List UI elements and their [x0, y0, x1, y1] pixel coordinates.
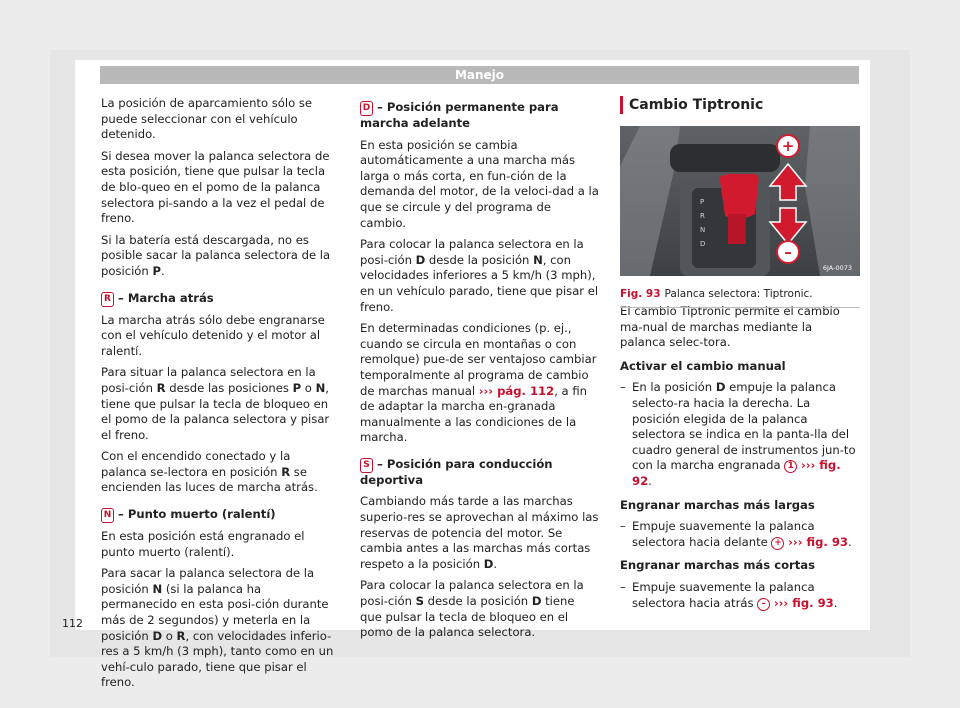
minus-icon: –: [757, 598, 770, 611]
callout-number: 1: [784, 460, 797, 473]
chapter-header: Manejo: [100, 66, 859, 84]
list-item: – En la posición D empuje la palanca selecto-ra hacia la derecha. La posición elegida de la palanca selectora se indica en la panta-lla del cuadro general de instrumentos jun-to con la marcha engranada 1 ››› fig. 92.: [620, 380, 856, 488]
paragraph: Para colocar la palanca selectora en la posi-ción D desde la posición N, con velocidades inferiores a 5 km/h (3 mph), en un vehículo parado, tiene que pisar el freno.: [360, 237, 599, 314]
gear-key-r: R: [101, 292, 114, 307]
svg-text:N: N: [700, 226, 706, 234]
minus-symbol: –: [784, 243, 792, 261]
list-item: – Empuje suavemente la palanca selectora hacia atrás – ››› fig. 93.: [620, 579, 838, 610]
paragraph: La marcha atrás sólo debe engranarse con el vehículo detenido y el motor al ralentí.: [101, 312, 325, 358]
gear-key-d: D: [360, 101, 373, 116]
paragraph: Cambiando más tarde a las marchas superio-res se aprovechan al máximo las reservas de potencia del motor. Se cambia antes a las marchas más cortas respeto a la posición D.: [360, 494, 599, 571]
paragraph: Para sacar la palanca selectora de la posición N (si la palanca ha permanecido en esta posi-ción durante más de 2 segundos) y meterla en la posición D o R, con velocidades inferio-res a 5 km/h (3 mph), tanto como en un vehí-culo parado, tiene que pisar el freno.: [101, 566, 334, 690]
subheading-activate: Activar el cambio manual: [620, 358, 786, 373]
paragraph: En esta posición está engranado el punto muerto (ralentí).: [101, 529, 305, 559]
paragraph: La posición de aparcamiento sólo se puede seleccionar con el vehículo detenido.: [101, 96, 313, 142]
figure-code: 6JA-0073: [822, 264, 852, 272]
svg-text:P: P: [700, 198, 705, 206]
plus-symbol: +: [781, 137, 795, 155]
paragraph: Si desea mover la palanca selectora de esta posición, tiene que pulsar la tecla de blo-queo en el pomo de la palanca selectora pi-sando a la vez el pedal de freno.: [101, 148, 330, 226]
tiptronic-figure: [620, 126, 860, 300]
paragraph: Con el encendido conectado y la palanca se-lectora en posición R se encienden las luces de marcha atrás.: [101, 449, 318, 495]
heading-drive: D – Posición permanente para marcha adelante: [360, 100, 559, 130]
gear-lever-illustration: [620, 126, 860, 276]
heading-neutral: N – Punto muerto (ralentí): [101, 507, 339, 523]
figure-link[interactable]: ››› fig. 93: [773, 595, 834, 610]
column-middle: [360, 96, 600, 647]
paragraph: En determinadas condiciones (p. ej., cuando se circula en montañas o con remolque) pue-de ser ventajoso cambiar temporalmente al programa de cambio de marchas manual ››› pág. 112, a fin de adaptar la marcha en-granada manualmente a las condiciones de la marcha.: [360, 321, 597, 445]
paragraph: Para colocar la palanca selectora en la posi-ción S desde la posición D tiene que pulsar la tecla de bloqueo en el pomo de la palanca selectora.: [360, 578, 584, 640]
svg-text:D: D: [700, 240, 706, 248]
figure-link[interactable]: ››› fig. 92: [632, 458, 841, 488]
plus-icon: +: [771, 537, 784, 550]
svg-text:R: R: [700, 212, 705, 220]
paragraph: El cambio Tiptronic permite el cambio ma-nual de marchas mediante la palanca selec-tora.: [620, 304, 840, 350]
page-link[interactable]: ››› pág. 112: [478, 383, 555, 398]
heading-sport: S – Posición para conducción deportiva: [360, 456, 553, 487]
paragraph: En esta posición se cambia automáticamente a una marcha más larga o más corta, en fun-ción de la demanda del motor, de la veloci-dad a la que se circule y del programa de cambio.: [360, 137, 599, 230]
column-left: [101, 96, 339, 697]
column-right: [620, 96, 860, 617]
figure-link[interactable]: ››› fig. 93: [788, 534, 848, 549]
section-title: Cambio Tiptronic: [620, 96, 860, 114]
gear-key-n: N: [101, 508, 114, 523]
subheading-downshift: Engranar marchas más cortas: [620, 558, 816, 573]
subheading-upshift: Engranar marchas más largas: [620, 497, 815, 512]
paragraph: Para situar la palanca selectora en la posi-ción R desde las posiciones P o N, tiene que pulsar la tecla de bloqueo en el pomo de la palanca selectora y pisar el freno.: [101, 365, 330, 442]
heading-reverse: R – Marcha atrás: [101, 291, 339, 307]
figure-caption: Fig. 93 Palanca selectora: Tiptronic.: [620, 287, 860, 309]
paragraph: Si la batería está descargada, no es posible sacar la palanca selectora de la posición P.: [101, 232, 331, 278]
gear-key-s: S: [360, 458, 373, 473]
page-number: 112: [62, 617, 83, 630]
list-item: – Empuje suavemente la palanca selectora hacia delante + ››› fig. 93.: [620, 519, 852, 549]
